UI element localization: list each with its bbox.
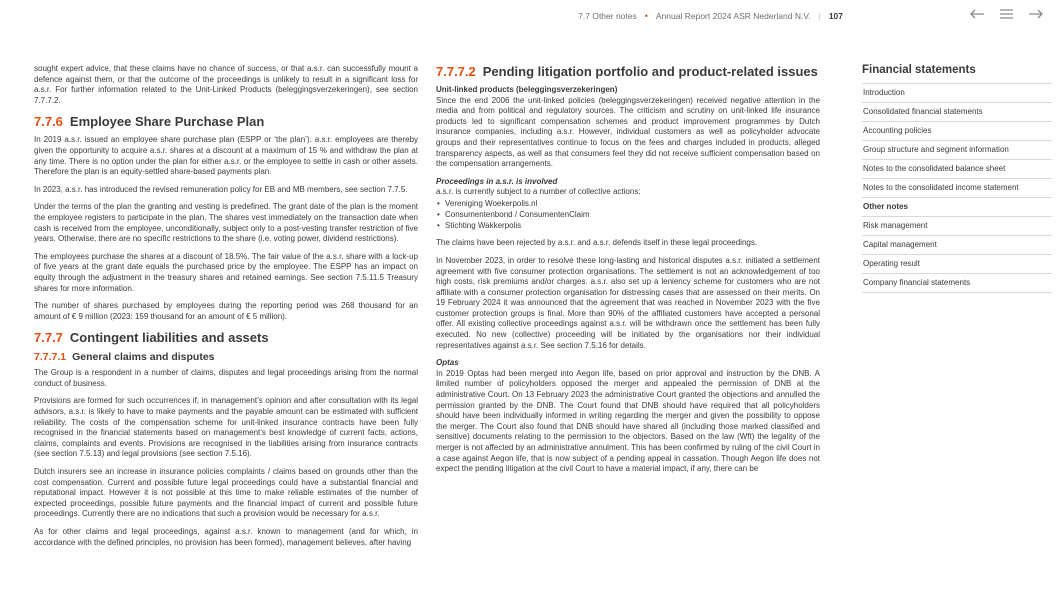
section-title: Contingent liabilities and assets [69, 330, 269, 346]
back-arrow-icon[interactable] [968, 7, 987, 21]
section-number: 7.7.6 [34, 114, 63, 130]
paragraph: Under the terms of the plan the granting and vesting is predefined. The grant date of the plan is the moment the employee registers to participate in the plan. The shares vest immediately on the transaction date when cash is received from the employee, unconditionally, subject only to a post-vesting transfer restriction of five years. Otherwise, there are no specific restrictions to the share (i.e. voting power, dividend restrictions). [34, 202, 418, 244]
report-title: Annual Report 2024 ASR Nederland N.V. [655, 11, 811, 21]
sidebar-item-group-structure[interactable]: Group structure and segment information [862, 141, 1052, 160]
sidebar-item-company-financial-statements[interactable]: Company financial statements [862, 274, 1052, 293]
sidebar-item-notes-income-statement[interactable]: Notes to the consolidated income statement [862, 179, 1052, 198]
page-number-divider: | [818, 11, 821, 21]
paragraph: In 2019 a.s.r. issued an employee share purchase plan (ESPP or ‘the plan’). a.s.r. employees are thereby given the opportunity to acquire a.s.r. shares at a discount at a maximum of 15 % and withdraw the plan at any time. There is no option under the plan for either a.s.r. or the employee to settle in cash or other assets. Therefore the plan is an equity-settled share-based payments plan. [34, 135, 418, 177]
paragraph: The Group is a respondent in a number of claims, disputes and legal proceedings arising from the normal conduct of business. [34, 368, 418, 388]
paragraph: In November 2023, in order to resolve these long-lasting and historical disputes a.s.r. initiated a settlement agreement with five consumer protection organisations. The settlement is not an acknowledgement of too high costs, risk premiums and/or charges. a.s.r. also set up a leniency scheme for customers who are not affiliate with a consumer protection organisation for distressing cases that are assessed on their merits. On 19 February 2024 it was announced that the agreement that was reached in November 2023 with the five customer protection groups is final. More than 90% of the affiliated customers have accepted a personal offer. All existing collective proceedings against a.s.r. will be withdrawn once the settlement has been fully executed. No new (collective) proceeding will be initiated by the organisations nor their individual representatives against a.s.r. See section 7.5.16 for details. [436, 255, 820, 350]
section-number: 7.7.7.1 [34, 351, 67, 364]
section-number: 7.7.7 [34, 330, 63, 346]
sidebar-item-consolidated-financial-statements[interactable]: Consolidated financial statements [862, 103, 1052, 122]
paragraph: Provisions are formed for such occurrences if, in management’s opinion and after consultation with its legal advisors, a.s.r. is likely to have to make payments and the payable amount can be estimated with sufficient reliability. The costs of the compensation scheme for unit-linked insurance contracts have been fully recognised in the financial statements based on management’s best knowledge of current facts, actions, claims, complaints and events. Provisions are recognised in the liabilities arising from insurance contracts (see section 7.5.13) and legal provisions (see section 7.5.16). [34, 396, 418, 459]
section-heading-7-7-6 [34, 114, 418, 129]
collective-actions-list [436, 199, 820, 231]
sidebar-item-operating-result[interactable]: Operating result [862, 255, 1052, 274]
section-title: General claims and disputes [72, 351, 215, 364]
sidebar-item-notes-balance-sheet[interactable]: Notes to the consolidated balance sheet [862, 160, 1052, 179]
sidebar-item-list [862, 83, 1052, 293]
chapter-navigation-sidebar [862, 64, 1052, 293]
breadcrumb-bullet: • [644, 11, 648, 21]
section-heading-7-7-7 [34, 330, 418, 345]
paragraph: The claims have been rejected by a.s.r. and a.s.r. defends itself in these legal proceedings. [436, 238, 758, 248]
paragraph: The number of shares purchased by employees during the reporting period was 268 thousand for an amount of € 9 million (2023: 159 thousand for an amount of € 5 million). [34, 301, 418, 321]
paragraph: In 2023, a.s.r. has introduced the revised remuneration policy for EB and MB members, see section 7.7.5. [34, 184, 408, 194]
paragraph: As for other claims and legal proceedings, against a.s.r. known to management (and for which, in accordance with the defined principles, no provision has been formed), management believes, after having [34, 527, 418, 547]
subsection-heading-optas: Optas [436, 358, 459, 368]
paragraph: Dutch insurers see an increase in insurance policies complaints / claims based on grounds other than the cost compensation. Current and possible future legal proceedings could have a substantial financial and reputational impact. However it is not possible at this time to make reliable estimates of the number of expected proceedings, possible future payments and the financial impact of current and possible future proceedings. Currently there are no indications that such a provision would be necessary for a.s.r. [34, 467, 418, 519]
breadcrumb-section-label: 7.7 Other notes [578, 11, 637, 21]
sidebar-item-accounting-policies[interactable]: Accounting policies [862, 122, 1052, 141]
sidebar-item-capital-management[interactable]: Capital management [862, 236, 1052, 255]
breadcrumb [578, 11, 843, 21]
paragraph: The employees purchase the shares at a discount of 18.5%. The fair value of the a.s.r. share with a lock-up of five years at the grant date equals the purchased price by the employee. The ESPP has an impact on equity through the adjustment in the treasury shares and retained earnings. See section 7.5.11.5 Treasury shares for more information. [34, 251, 418, 293]
section-heading-7-7-7-1 [34, 351, 418, 363]
collective-actions-intro: a.s.r. is currently subject to a number of collective actions: [436, 187, 641, 197]
list-item: • Stichting Wakkerpolis [436, 221, 820, 232]
section-title: Employee Share Purchase Plan [69, 114, 265, 130]
section-heading-7-7-7-2 [436, 64, 820, 79]
sidebar-item-introduction[interactable]: Introduction [862, 84, 1052, 103]
list-item: • Consumentenbond / ConsumentenClaim [436, 210, 820, 221]
table-of-contents-icon[interactable] [998, 7, 1015, 21]
sidebar-item-other-notes[interactable]: Other notes [862, 198, 1052, 217]
middle-column [436, 64, 820, 482]
subsection-heading-unit-linked-products: Unit-linked products (beleggingsverzekeringen) [436, 85, 618, 94]
forward-arrow-icon[interactable] [1026, 7, 1045, 21]
section-number: 7.7.7.2 [436, 64, 476, 79]
left-column [34, 64, 418, 555]
sidebar-title: Financial statements [862, 64, 976, 76]
intro-paragraph: sought expert advice, that these claims have no chance of success, or that a.s.r. can successfully mount a defence against them, or that the outcome of the proceedings is unlikely to result in a significant loss for a.s.r. For further information related to the Unit-Linked Products (beleggingsverzekeringen), see section 7.7.7.2. [34, 64, 418, 105]
paragraph: In 2019 Optas had been merged into Aegon life, based on prior approval and instruction by the DNB. A limited number of policyholders opposed the merger and appealed the permission of DNB at the administrative Court. On 13 February 2023 the administrative Court granted the objections and annulled the permission granted by the DNB. The Court found that DNB should have required that all policyholders should have been individually informed in writing regarding the merger and given the possibility to oppose the merger. The Court also found that DNB should have shared all (including those marked classified and sensitive) documents relating to the permission to the objectors. Based on the law (Wft) the legality of the merger is not affected by an administrative annulment. This has been confirmed by ruling of the civil Court in a case against Aegon life, that is now subject of a pending appeal in cassation. Though Aegon life does not expect the pending litigation at the civil Court to have a material impact, if any, there can be [436, 368, 820, 474]
paragraph: Since the end 2006 the unit-linked policies (beleggingsverzekeringen) received negative attention in the media and from political and regulatory sources. The criticism and scrutiny on unit-linked life insurance products led to significant compensation schemes and product improvement programmes by Dutch insurance companies, including a.s.r. However, individual customers as well as policyholder advocate groups and their representatives continue to focus on the fees and charges included in products, alleged transparency aspects, as well as that consumers feel they did not receive sufficient compensation based on the compensation arrangements. [436, 95, 820, 169]
page-number: 107 [828, 11, 843, 21]
page-navigation [968, 7, 1045, 21]
section-title: Pending litigation portfolio and product-related issues [482, 64, 818, 79]
subsection-heading-proceedings-involved: Proceedings in a.s.r. is involved [436, 176, 558, 186]
sidebar-item-risk-management[interactable]: Risk management [862, 217, 1052, 236]
list-item: • Vereniging Woekerpolis.nl [436, 199, 820, 210]
